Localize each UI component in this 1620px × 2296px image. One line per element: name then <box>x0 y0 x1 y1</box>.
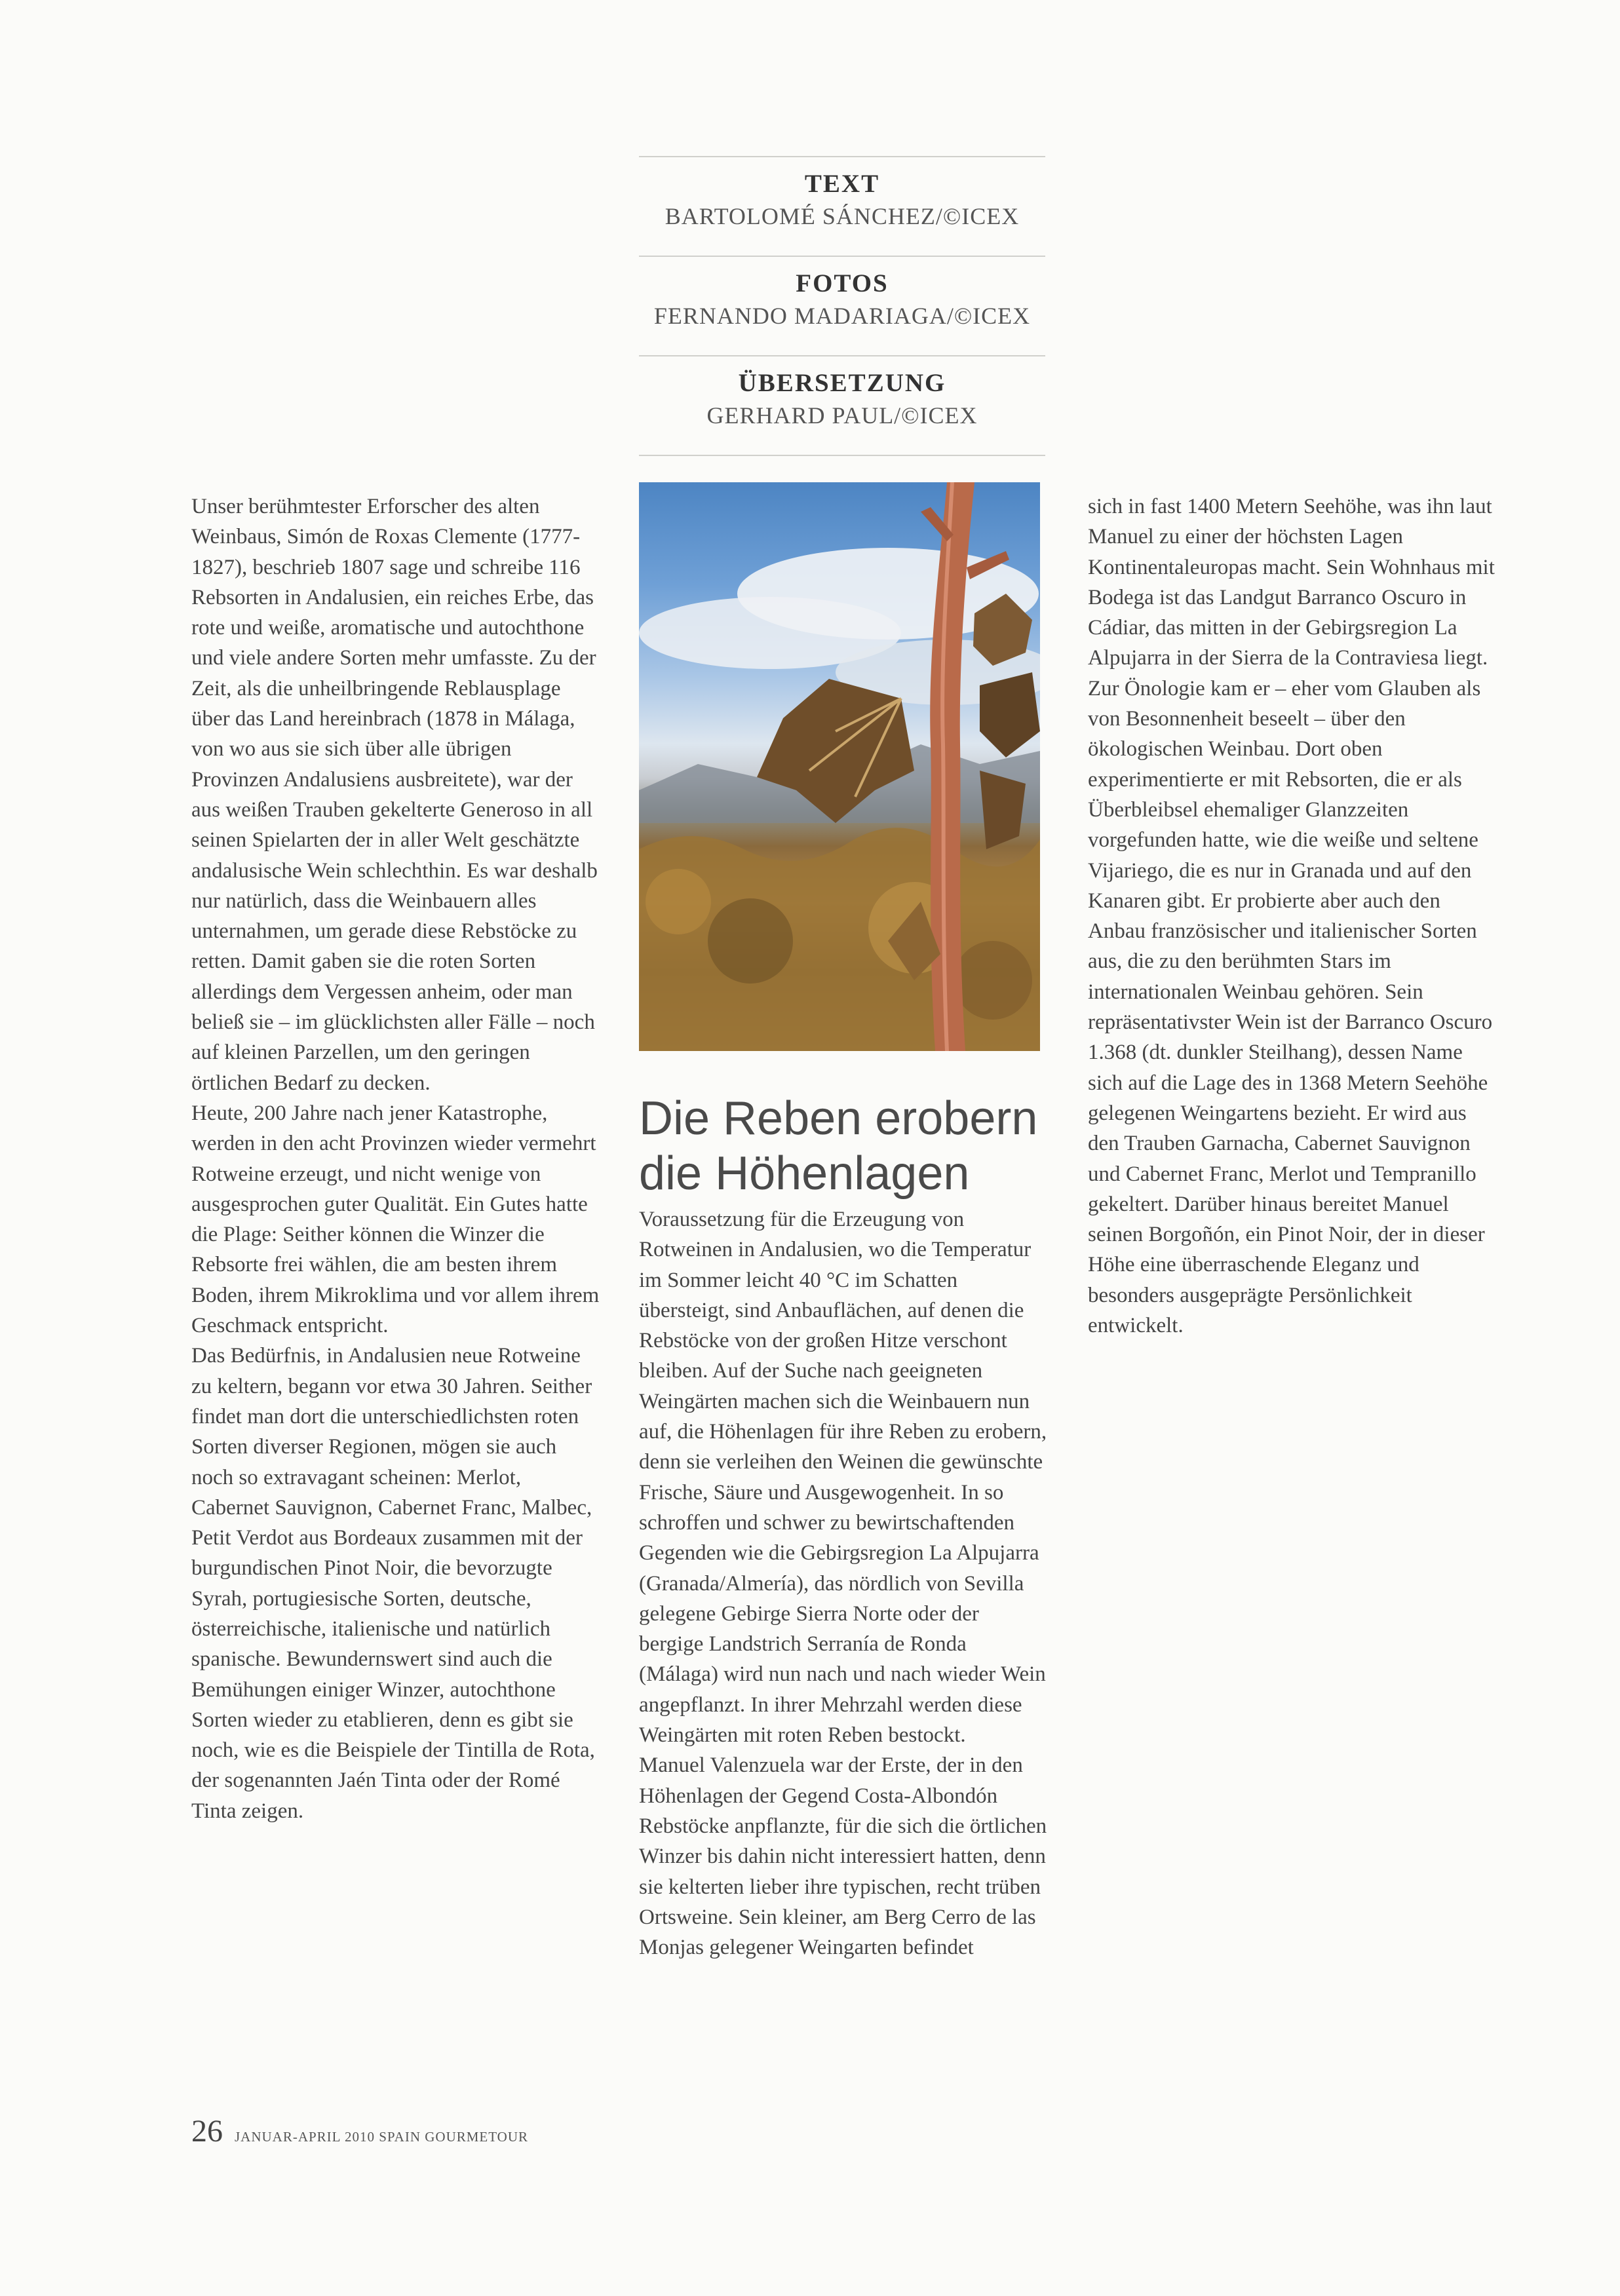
article-column-1 <box>191 491 601 1826</box>
paragraph: Manuel Valenzuela war der Erste, der in den Höhenlagen der Gegend Costa-Albondón Rebstöcke anpflanzte, für die sich die örtlichen Winzer bis dahin nicht interessiert hatten, denn sie kelterten lieber ihre typischen, recht trüben Ortsweine. Sein kleiner, am Berg Cerro de las Monjas gelegener Weingarten befindet <box>639 1753 1047 1960</box>
credit-text <box>639 157 1045 256</box>
credit-name: FERNANDO MADARIAGA/©ICEX <box>653 303 1031 329</box>
paragraph: Unser berühmtester Erforscher des alten Weinbaus, Simón de Roxas Clemente (1777-1827), beschrieb 1807 sage und schreibe 116 Rebsorten in Andalusien, ein reiches Erbe, das rote und weiße, aromatische und autochthone und viele andere Sorten mehr umfasste. Zu der Zeit, als die unheilbringende Reblausplage über das Land hereinbrach (1878 in Málaga, von wo aus sie sich über alle übrigen Provinzen Andalusiens ausbreitete), war der aus weißen Trauben gekelterte Generoso in all seinen Spielarten der in aller Welt geschätzte andalusische Wein schlechthin. Es war deshalb nur natürlich, dass die Weinbauern alles unternahmen, um gerade diese Rebstöcke zu retten. Damit gaben sie die roten Sorten allerdings dem Vergessen anheim, oder man beließ sie – im glücklichsten aller Fälle – noch auf kleinen Parzellen, um den geringen örtlichen Bedarf zu decken. <box>191 495 598 1095</box>
paragraph: sich in fast 1400 Metern Seehöhe, was ihn laut Manuel zu einer der höchsten Lagen Kontinentaleuropas macht. Sein Wohnhaus mit Bodega ist das Landgut Barranco Oscuro in Cádiar, das mitten in der Gebirgsregion La Alpujarra in der Sierra de la Contraviesa liegt. Zur Önologie kam er – eher vom Glauben als von Besonnenheit beseelt – über den ökologischen Weinbau. Dort oben experimentierte er mit Rebsorten, die er als Überbleibsel ehemaliger Glanzzeiten vorgefunden hatte, wie die weiße und seltene Vijariego, die es nur in Granada und auf den Kanaren gibt. Er probierte aber auch den Anbau französischer und italienischer Sorten aus, die zu den berühmten Stars im internationalen Weinbau gehören. Sein repräsentativster Wein ist der Barranco Oscuro 1.368 (dt. dunkler Steilhang), dessen Name sich auf die Lage des in 1368 Metern Seehöhe gelegenen Weingartens bezieht. Er wird aus den Trauben Garnacha, Cabernet Sauvignon und Cabernet Franc, Merlot und Tempranillo gekeltert. Darüber hinaus bereitet Manuel seinen Borgoñón, ein Pinot Noir, der in dieser Höhe eine überraschende Eleganz und besonders ausgeprägte Persönlichkeit entwickelt. <box>1088 495 1495 1338</box>
credits <box>639 156 1045 456</box>
paragraph: Voraussetzung für die Erzeugung von Rotweinen in Andalusien, wo die Temperatur im Sommer leicht 40 °C im Schatten übersteigt, sind Anbauflächen, auf denen die Rebstöcke von der großen Hitze verschont bleiben. Auf der Suche nach geeigneten Weingärten machen sich die Weinbauern nun auf, die Höhenlagen für ihre Reben zu erobern, denn sie verleihen den Weinen die gewünschte Frische, Säure und Ausgewogenheit. In so schroffen und schwer zu bewirtschaftenden Gegenden wie die Gebirgsregion La Alpujarra (Granada/Almería), das nördlich von Sevilla gelegene Gebirge Sierra Norte oder der bergige Landstrich Serranía de Ronda (Málaga) wird nun nach und nach wieder Wein angepflanzt. In ihrer Mehrzahl werden diese Weingärten mit roten Reben bestockt. <box>639 1208 1047 1748</box>
publication-info: JANUAR-APRIL 2010 SPAIN GOURMETOUR <box>235 2129 529 2145</box>
page-number: 26 <box>191 2114 223 2149</box>
vineyard-photo <box>639 482 1040 1051</box>
paragraph: Das Bedürfnis, in Andalusien neue Rotweine zu keltern, begann vor etwa 30 Jahren. Seither findet man dort die unterschiedlichsten roten Sorten diverser Regionen, mögen sie auch noch so extravagant scheinen: Merlot, Cabernet Sauvignon, Cabernet Franc, Malbec, Petit Verdot aus Bordeaux zusammen mit der burgundischen Pinot Noir, die bevorzugte Syrah, portugiesische Sorten, deutsche, österreichische, italienische und natürlich spanische. Bewundernswert sind auch die Bemühungen einiger Winzer, autochthone Sorten wieder zu etablieren, denn es gibt sie noch, wie es die Beispiele der Tintilla de Rota, der sogenannten Jaén Tinta oder der Romé Tinta zeigen. <box>191 1344 595 1823</box>
credit-name: BARTOLOMÉ SÁNCHEZ/©ICEX <box>665 203 1020 229</box>
article-column-2 <box>639 1204 1049 1962</box>
article-headline: Die Reben erobern die Höhenlagen <box>639 1092 1038 1200</box>
credit-role: ÜBERSETZUNG <box>738 369 946 397</box>
vine-shoot-with-autumn-leaves-icon <box>639 482 1040 1051</box>
credit-photos <box>639 257 1045 355</box>
credit-name: GERHARD PAUL/©ICEX <box>706 402 978 429</box>
paragraph: Heute, 200 Jahre nach jener Katastrophe, werden in den acht Provinzen wieder vermehrt Rotweine erzeugt, und nicht wenige von ausgesprochen guter Qualität. Ein Gutes hatte die Plage: Seither können die Winzer die Rebsorte frei wählen, die am besten ihrem Boden, ihrem Mikroklima und vor allem ihrem Geschmack entspricht. <box>191 1101 600 1338</box>
article-column-3 <box>1088 491 1497 1341</box>
page-footer <box>191 2113 528 2149</box>
credit-role: FOTOS <box>796 269 889 297</box>
credit-translation <box>639 356 1045 455</box>
credit-divider <box>639 455 1045 456</box>
credit-role: TEXT <box>804 170 880 198</box>
